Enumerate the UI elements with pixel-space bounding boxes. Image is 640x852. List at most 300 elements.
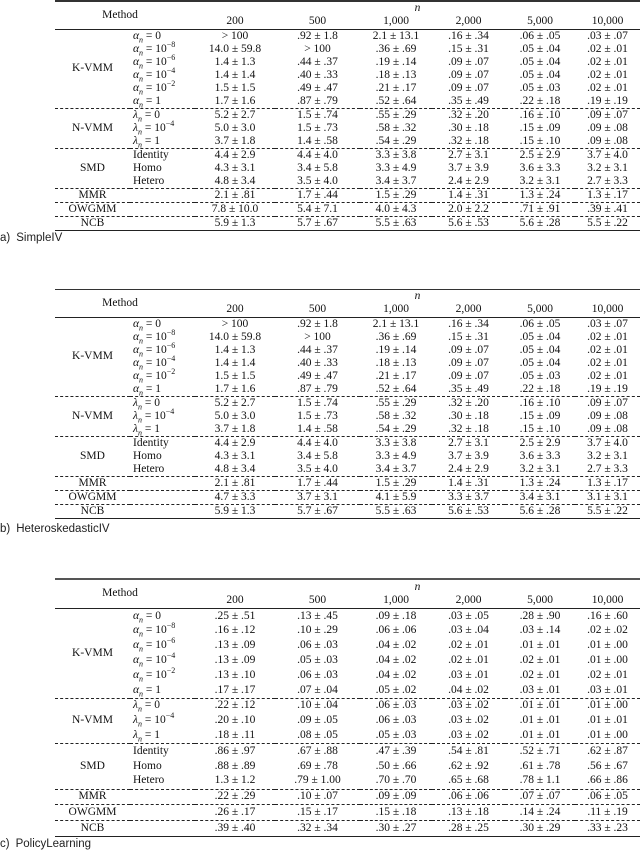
param-symbol: α [133, 330, 140, 343]
column-header: 500 [308, 593, 327, 606]
table-cell: 1.5 ± 1.5 [214, 81, 256, 94]
table-cell: .03 ± .07 [587, 317, 628, 330]
table-cell: .05 ± .04 [519, 42, 561, 55]
table-cell: .03 ± .02 [448, 699, 489, 712]
table-cell: 14.0 ± 59.8 [208, 330, 262, 343]
table-cell: .04 ± .02 [448, 683, 489, 696]
param-exponent: −4 [166, 651, 176, 661]
variant-label [130, 744, 195, 759]
table-cell: 4.4 ± 2.9 [214, 436, 256, 449]
table-cell: .92 ± 1.8 [297, 29, 338, 42]
table-cell: 4.4 ± 4.0 [297, 148, 338, 161]
method-header: Method [102, 8, 138, 21]
table-cell: 1.7 ± 1.6 [214, 382, 256, 395]
param-symbol: α [133, 81, 140, 94]
variant-label [130, 636, 195, 654]
table-row [55, 505, 640, 519]
param-symbol: α [133, 55, 140, 68]
table-cell: .15 ± .09 [519, 409, 561, 422]
results-table [55, 289, 640, 519]
table-cell: .40 ± .33 [297, 356, 338, 369]
variant-label [130, 118, 195, 137]
variant-label [130, 477, 195, 491]
table-cell: .02 ± .01 [587, 343, 628, 356]
param-symbol: α [133, 369, 140, 382]
param-symbol: α [133, 683, 140, 696]
table-row [55, 95, 640, 109]
method-header: Method [102, 587, 138, 600]
table-cell: .55 ± .29 [375, 396, 417, 409]
table-cell: .09 ± .07 [587, 396, 628, 409]
table-row [55, 331, 640, 344]
table-cell: .16 ± .60 [587, 609, 628, 622]
table-cell: 2.7 ± 3.3 [587, 174, 628, 187]
table-cell: 2.4 ± 2.9 [448, 174, 489, 187]
table-cell: .86 ± .97 [214, 744, 256, 757]
variant-label [130, 653, 195, 668]
method-group-label: NCB [80, 504, 105, 517]
table-cell: .01 ± .00 [587, 639, 628, 652]
table-cell: 3.4 ± 3.1 [519, 490, 561, 503]
table-cell: 3.2 ± 3.1 [519, 174, 561, 187]
table-cell: .15 ± .31 [448, 42, 489, 55]
table-cell: 3.3 ± 3.8 [375, 148, 417, 161]
table-cell: .01 ± .01 [587, 714, 628, 727]
table-cell: .78 ± 1.1 [519, 774, 561, 787]
n-header: n [414, 289, 421, 302]
param-value: Identity [133, 436, 169, 449]
variant-label [130, 30, 195, 44]
table-cell: 2.7 ± 3.1 [448, 148, 489, 161]
table-cell: .04 ± .02 [375, 639, 417, 652]
table-cell: .02 ± .01 [587, 42, 628, 55]
param-value: Homo [133, 161, 162, 174]
table-row [55, 82, 640, 95]
table-row [55, 410, 640, 423]
table-cell: 5.7 ± .67 [297, 216, 338, 229]
table-row [55, 217, 640, 231]
table-cell: .13 ± .45 [297, 609, 338, 622]
table-cell: .17 ± .17 [214, 683, 256, 696]
param-subscript: n [139, 362, 144, 372]
table-cell: .06 ± .03 [375, 699, 417, 712]
method-group-label: K-VMM [72, 646, 113, 659]
table-cell: .44 ± .37 [297, 343, 338, 356]
table-row [55, 370, 640, 383]
table-cell: .02 ± .01 [587, 81, 628, 94]
method-group-label: OWGMM [68, 806, 117, 818]
variant-label [130, 327, 195, 346]
table-row [55, 437, 640, 451]
table-cell: .87 ± .79 [297, 382, 338, 395]
param-symbol: λ [133, 396, 138, 409]
param-value: Identity [133, 148, 169, 161]
table-cell: .49 ± .47 [297, 369, 338, 382]
table-cell: .02 ± .01 [587, 68, 628, 81]
param-symbol: α [133, 94, 140, 107]
table-cell: 3.4 ± 5.8 [297, 161, 338, 174]
table-cell: 1.3 ± .24 [519, 188, 561, 201]
param-subscript: n [137, 114, 142, 124]
param-subscript: n [137, 428, 142, 438]
caption-text: PolicyLearning [15, 838, 92, 850]
table-row [55, 318, 640, 332]
table-cell: 5.5 ± .22 [587, 216, 628, 229]
param-subscript: n [139, 100, 144, 110]
table-row [55, 639, 640, 654]
table-cell: .22 ± .18 [519, 382, 561, 395]
table-cell: .01 ± .00 [587, 729, 628, 742]
table-cell: .04 ± .02 [375, 668, 417, 681]
param-symbol: α [133, 624, 140, 637]
table-cell: .32 ± .18 [448, 134, 489, 147]
table-cell: 4.8 ± 3.4 [214, 462, 256, 475]
table-cell: .16 ± .10 [519, 396, 561, 409]
table-cell: 2.1 ± 13.1 [372, 29, 420, 42]
table-cell: 5.6 ± .28 [519, 216, 561, 229]
param-subscript: n [139, 614, 144, 624]
param-value: = 10 [143, 68, 167, 81]
table-row [55, 698, 640, 713]
param-symbol: λ [133, 134, 138, 147]
table-cell: .03 ± .04 [448, 624, 489, 637]
param-value: = 1 [141, 422, 160, 435]
param-subscript: n [139, 336, 144, 346]
table-cell: .01 ± .01 [519, 699, 561, 712]
caption-text: HeteroskedasticIV [16, 523, 110, 535]
column-header: 5,000 [527, 14, 553, 27]
table-row [55, 744, 640, 759]
param-exponent: −4 [165, 118, 175, 128]
table-cell: 3.7 ± 3.9 [448, 161, 489, 174]
table-caption [0, 838, 97, 850]
param-symbol: α [133, 668, 140, 681]
param-exponent: −8 [166, 327, 176, 337]
table-cell: 2.1 ± .81 [214, 476, 256, 489]
table-cell: 2.5 ± 2.9 [519, 148, 561, 161]
table-cell: 4.1 ± 5.9 [375, 490, 417, 503]
table-cell: 1.5 ± .74 [297, 396, 338, 409]
method-group-label: MMR [78, 476, 107, 489]
table-cell: 5.5 ± .63 [375, 504, 417, 517]
table-cell: .09 ± .07 [448, 68, 489, 81]
param-value: = 10 [143, 369, 167, 382]
table-cell: .09 ± .08 [587, 134, 628, 147]
param-subscript: n [139, 659, 144, 669]
caption-text: SimpleIV [16, 232, 63, 244]
param-symbol: λ [133, 108, 138, 121]
table-cell: 4.0 ± 4.3 [375, 202, 417, 215]
variant-label [130, 698, 195, 713]
table-cell: .54 ± .29 [375, 134, 417, 147]
table-cell: .05 ± .04 [519, 55, 561, 68]
param-subscript: n [137, 415, 142, 425]
table-cell: 5.5 ± .22 [587, 504, 628, 517]
param-value: = 1 [143, 683, 162, 696]
param-subscript: n [139, 48, 144, 58]
table-cell: .54 ± .81 [448, 744, 489, 757]
method-group-label: OWGMM [68, 490, 117, 503]
param-exponent: −4 [166, 353, 176, 363]
table-cell: 5.0 ± 3.0 [214, 121, 256, 134]
table-cell: .09 ± .07 [587, 108, 628, 121]
table-cell: .13 ± .09 [214, 639, 256, 652]
table-cell: 1.4 ± 1.3 [214, 343, 256, 356]
variant-label [130, 821, 195, 837]
header-row [55, 290, 640, 303]
table-cell: .20 ± .10 [214, 714, 256, 727]
table-cell: 3.7 ± 1.8 [214, 134, 256, 147]
table-cell: 4.8 ± 3.4 [214, 174, 256, 187]
results-table [55, 0, 640, 231]
table-cell: .15 ± .10 [519, 134, 561, 147]
table-cell: .04 ± .02 [375, 654, 417, 667]
table-cell: 5.9 ± 1.3 [214, 216, 256, 229]
table-cell: 3.1 ± 3.1 [587, 490, 628, 503]
table-row [55, 477, 640, 491]
variant-label [130, 217, 195, 231]
param-subscript: n [139, 688, 144, 698]
table-cell: .47 ± .39 [375, 744, 417, 757]
method-group-label: N-VMM [72, 714, 113, 727]
variant-label [130, 383, 195, 397]
table-cell: .03 ± .01 [448, 668, 489, 681]
table-cell: 3.3 ± 3.7 [448, 490, 489, 503]
table-cell: 1.3 ± .17 [587, 476, 628, 489]
table-cell: 5.6 ± .28 [519, 504, 561, 517]
table-cell: .49 ± .47 [297, 81, 338, 94]
table-cell: .19 ± .19 [587, 382, 628, 395]
table-cell: .10 ± .07 [297, 790, 338, 803]
table-cell: .03 ± .01 [519, 683, 561, 696]
param-symbol: α [133, 356, 140, 369]
table-cell: .21 ± .17 [375, 369, 417, 382]
param-value: = 10 [143, 81, 167, 94]
caption-label: c) [0, 838, 10, 850]
param-value: = 0 [141, 108, 160, 121]
column-header: 500 [308, 302, 327, 315]
table-cell: .32 ± .34 [297, 821, 338, 834]
table-cell: .65 ± .68 [448, 774, 489, 787]
param-exponent: −8 [166, 621, 176, 631]
table-row [55, 683, 640, 698]
param-value: = 1 [143, 382, 162, 395]
table-cell: .28 ± .25 [448, 821, 489, 834]
param-subscript: n [139, 644, 144, 654]
table-cell: .56 ± .67 [587, 759, 628, 772]
param-subscript: n [137, 127, 142, 137]
variant-label [130, 491, 195, 505]
table-cell: .06 ± .06 [375, 624, 417, 637]
table-row [55, 463, 640, 477]
table-cell: .10 ± .04 [297, 699, 338, 712]
variant-label [130, 95, 195, 109]
param-exponent: −2 [166, 78, 176, 88]
table-row [55, 203, 640, 217]
table-cell: 1.4 ± 1.3 [214, 55, 256, 68]
table-row [55, 162, 640, 175]
param-exponent: −6 [166, 340, 176, 350]
table-cell: .02 ± .01 [587, 668, 628, 681]
table-cell: .09 ± .09 [375, 790, 417, 803]
table-cell: 1.3 ± .17 [587, 188, 628, 201]
variant-label [130, 340, 195, 359]
param-value: Identity [133, 744, 169, 757]
table-cell: .10 ± .29 [297, 624, 338, 637]
param-value: Homo [133, 759, 162, 772]
table-cell: 7.8 ± 10.0 [211, 202, 259, 215]
table-cell: 4.4 ± 4.0 [297, 436, 338, 449]
param-symbol: α [133, 29, 140, 42]
table-cell: 2.5 ± 2.9 [519, 436, 561, 449]
table-cell: .06 ± .05 [519, 317, 561, 330]
param-symbol: λ [133, 714, 138, 727]
table-cell: 3.2 ± 3.1 [587, 161, 628, 174]
param-subscript: n [139, 674, 144, 684]
param-value: = 1 [143, 94, 162, 107]
table-cell: .39 ± .40 [214, 821, 256, 834]
table-cell: 1.4 ± .31 [448, 476, 489, 489]
param-subscript: n [137, 734, 142, 744]
table-cell: .52 ± .64 [375, 382, 417, 395]
table-cell: > 100 [304, 330, 331, 343]
table-cell: .71 ± .91 [519, 202, 561, 215]
table-row [55, 774, 640, 789]
table-cell: 3.7 ± 3.1 [297, 490, 338, 503]
table-row [55, 653, 640, 668]
variant-label [130, 109, 195, 123]
table-cell: .30 ± .29 [519, 821, 561, 834]
method-group-label: NCB [80, 821, 105, 834]
table-cell: .61 ± .78 [519, 759, 561, 772]
table-cell: 2.4 ± 2.9 [448, 462, 489, 475]
param-subscript: n [137, 402, 142, 412]
table-cell: .16 ± .34 [448, 29, 489, 42]
param-value: = 0 [143, 317, 162, 330]
table-cell: .36 ± .69 [375, 42, 417, 55]
table-cell: .05 ± .04 [519, 68, 561, 81]
table-cell: .05 ± .02 [375, 683, 417, 696]
table-cell: .02 ± .01 [519, 654, 561, 667]
table-cell: 3.7 ± 4.0 [587, 436, 628, 449]
table-cell: 3.3 ± 4.9 [375, 161, 417, 174]
param-exponent: −2 [166, 366, 176, 376]
header-row [55, 579, 640, 593]
table-cell: .09 ± .05 [297, 714, 338, 727]
table-cell: 1.5 ± .29 [375, 188, 417, 201]
table-cell: .07 ± .07 [519, 790, 561, 803]
variant-label [130, 759, 195, 774]
table-row [55, 69, 640, 82]
param-value: = 0 [143, 29, 162, 42]
table-cell: .62 ± .92 [448, 759, 489, 772]
table-cell: .52 ± .71 [519, 744, 561, 757]
table-cell: .02 ± .01 [448, 639, 489, 652]
column-header: 200 [226, 593, 244, 606]
table-cell: .21 ± .17 [375, 81, 417, 94]
table-cell: 4.3 ± 3.1 [214, 449, 256, 462]
column-header: 500 [308, 14, 327, 27]
caption-label: b) [0, 523, 11, 535]
table-cell: .09 ± .18 [375, 609, 417, 622]
table-cell: .06 ± .03 [297, 668, 338, 681]
table-cell: .06 ± .06 [448, 790, 489, 803]
param-symbol: α [133, 382, 140, 395]
table-cell: 4.4 ± 2.9 [214, 148, 256, 161]
table-cell: .22 ± .18 [519, 94, 561, 107]
table-row [55, 122, 640, 135]
table-cell: .18 ± .13 [375, 356, 417, 369]
table-row [55, 175, 640, 189]
table-cell: .03 ± .01 [587, 683, 628, 696]
column-header: 2,000 [455, 302, 482, 315]
table-cell: .03 ± .07 [587, 29, 628, 42]
table-caption [0, 523, 116, 535]
table-cell: 5.0 ± 3.0 [214, 409, 256, 422]
table-cell: 1.7 ± 1.6 [214, 94, 256, 107]
table-cell: .09 ± .07 [448, 369, 489, 382]
column-header: 1,000 [383, 593, 409, 606]
param-value: = 10 [143, 668, 167, 681]
table-row [55, 609, 640, 624]
method-group-label: K-VMM [72, 62, 113, 75]
table-cell: .55 ± .29 [375, 108, 417, 121]
variant-label [130, 78, 195, 97]
table-cell: 14.0 ± 59.8 [208, 42, 262, 55]
table-cell: .54 ± .29 [375, 422, 417, 435]
column-header: 10,000 [591, 14, 624, 27]
method-group-label: MMR [78, 790, 107, 803]
table-cell: .05 ± .04 [519, 343, 561, 356]
table-cell: .92 ± 1.8 [297, 317, 338, 330]
method-group-label: SMD [80, 161, 105, 174]
table-cell: 3.3 ± 3.8 [375, 436, 417, 449]
table-cell: 2.0 ± 2.2 [448, 202, 489, 215]
table-row [55, 668, 640, 683]
table-cell: 1.4 ± .31 [448, 188, 489, 201]
table-cell: 5.6 ± .53 [448, 216, 489, 229]
table-cell: 1.4 ± .58 [297, 422, 338, 435]
table-cell: .58 ± .32 [375, 121, 417, 134]
table-cell: .03 ± .02 [448, 714, 489, 727]
table-cell: .01 ± .00 [587, 699, 628, 712]
table-cell: 1.4 ± 1.4 [214, 68, 256, 81]
table-cell: 1.5 ± .73 [297, 409, 338, 422]
table-cell: .14 ± .24 [519, 806, 561, 818]
table-row [55, 821, 640, 837]
param-value: = 10 [143, 639, 167, 652]
table-cell: .11 ± .19 [587, 806, 628, 818]
table-row [55, 30, 640, 44]
table-row [55, 491, 640, 505]
param-symbol: α [133, 639, 140, 652]
table-cell: 5.5 ± .63 [375, 216, 417, 229]
table-cell: .30 ± .18 [448, 121, 489, 134]
table-cell: .01 ± .01 [519, 639, 561, 652]
table-cell: .09 ± .07 [448, 356, 489, 369]
header-row [55, 1, 640, 14]
table-cell: .02 ± .02 [587, 624, 628, 637]
table-cell: .08 ± .05 [297, 729, 338, 742]
table-cell: .03 ± .02 [448, 729, 489, 742]
column-header: 200 [226, 14, 244, 27]
table-cell: .05 ± .03 [519, 81, 561, 94]
table-cell: .18 ± .11 [214, 729, 256, 742]
variant-label [130, 397, 195, 411]
variant-label [130, 668, 195, 683]
table-cell: .16 ± .12 [214, 624, 256, 637]
table-cell: .32 ± .18 [448, 422, 489, 435]
